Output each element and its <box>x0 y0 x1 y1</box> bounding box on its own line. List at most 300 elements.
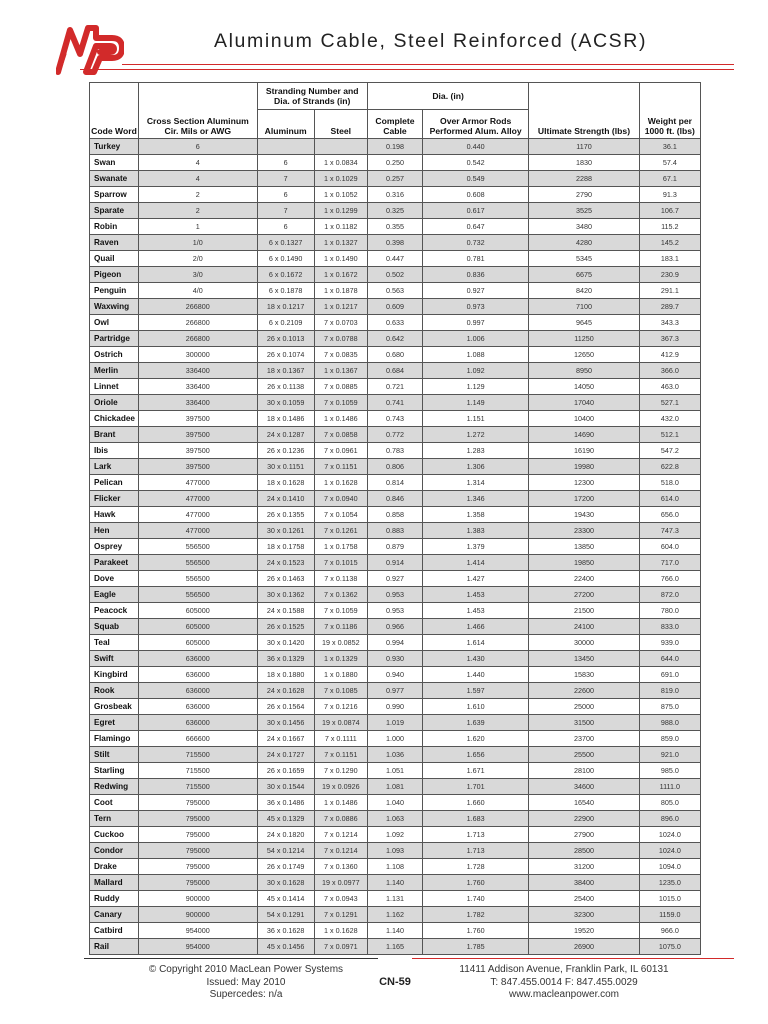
cell-aluminum-stranding: 6 x 0.1327 <box>257 235 314 251</box>
table-row <box>90 331 701 347</box>
cell-over-armor-dia: 1.314 <box>423 475 529 491</box>
header-code-word: Code Word <box>90 83 139 139</box>
cell-steel-stranding: 19 x 0.0874 <box>314 715 367 731</box>
cell-cross-section: 666600 <box>139 731 258 747</box>
cell-complete-cable-dia: 0.398 <box>367 235 422 251</box>
cell-over-armor-dia: 1.430 <box>423 651 529 667</box>
cell-steel-stranding: 7 x 0.0703 <box>314 315 367 331</box>
cell-weight: 921.0 <box>639 747 700 763</box>
table-row <box>90 715 701 731</box>
cell-code-word: Stilt <box>90 747 139 763</box>
table-row <box>90 539 701 555</box>
cell-over-armor-dia: 1.379 <box>423 539 529 555</box>
cell-code-word: Canary <box>90 907 139 923</box>
cell-weight: 518.0 <box>639 475 700 491</box>
cell-weight: 985.0 <box>639 763 700 779</box>
cell-cross-section: 6 <box>139 139 258 155</box>
cell-complete-cable-dia: 1.108 <box>367 859 422 875</box>
cell-aluminum-stranding: 6 x 0.1878 <box>257 283 314 299</box>
cell-over-armor-dia: 1.129 <box>423 379 529 395</box>
cell-ultimate-strength: 32300 <box>529 907 639 923</box>
cell-ultimate-strength: 13850 <box>529 539 639 555</box>
cell-weight: 512.1 <box>639 427 700 443</box>
cell-steel-stranding: 7 x 0.0886 <box>314 811 367 827</box>
cell-ultimate-strength: 25500 <box>529 747 639 763</box>
cell-complete-cable-dia: 1.092 <box>367 827 422 843</box>
table-row <box>90 747 701 763</box>
cell-steel-stranding: 7 x 0.1085 <box>314 683 367 699</box>
cell-aluminum-stranding: 18 x 0.1367 <box>257 363 314 379</box>
cell-aluminum-stranding: 26 x 0.1355 <box>257 507 314 523</box>
table-row <box>90 203 701 219</box>
cell-weight: 780.0 <box>639 603 700 619</box>
cell-weight: 656.0 <box>639 507 700 523</box>
cell-cross-section: 605000 <box>139 635 258 651</box>
cell-ultimate-strength: 27900 <box>529 827 639 843</box>
table-row <box>90 939 701 955</box>
cell-cross-section: 605000 <box>139 619 258 635</box>
cell-aluminum-stranding: 26 x 0.1236 <box>257 443 314 459</box>
cell-complete-cable-dia: 0.257 <box>367 171 422 187</box>
cell-complete-cable-dia: 0.977 <box>367 683 422 699</box>
cell-steel-stranding: 7 x 0.1216 <box>314 699 367 715</box>
cell-steel-stranding: 7 x 0.1059 <box>314 395 367 411</box>
cell-aluminum-stranding: 24 x 0.1820 <box>257 827 314 843</box>
cell-complete-cable-dia: 0.684 <box>367 363 422 379</box>
cell-steel-stranding: 1 x 0.1486 <box>314 795 367 811</box>
cell-cross-section: 636000 <box>139 699 258 715</box>
table-row <box>90 907 701 923</box>
cell-over-armor-dia: 0.836 <box>423 267 529 283</box>
cell-aluminum-stranding: 24 x 0.1628 <box>257 683 314 699</box>
cell-over-armor-dia: 1.414 <box>423 555 529 571</box>
cell-weight: 367.3 <box>639 331 700 347</box>
cell-cross-section: 266800 <box>139 331 258 347</box>
cell-steel-stranding: 7 x 0.0943 <box>314 891 367 907</box>
cell-ultimate-strength: 22400 <box>529 571 639 587</box>
cell-code-word: Sparrow <box>90 187 139 203</box>
cell-steel-stranding: 7 x 0.0835 <box>314 347 367 363</box>
cell-complete-cable-dia: 0.502 <box>367 267 422 283</box>
cell-code-word: Rail <box>90 939 139 955</box>
cell-ultimate-strength: 3480 <box>529 219 639 235</box>
cell-ultimate-strength: 21500 <box>529 603 639 619</box>
cell-over-armor-dia: 1.782 <box>423 907 529 923</box>
cell-cross-section: 900000 <box>139 907 258 923</box>
cell-aluminum-stranding: 26 x 0.1013 <box>257 331 314 347</box>
cell-cross-section: 795000 <box>139 811 258 827</box>
cell-over-armor-dia: 1.713 <box>423 843 529 859</box>
cell-code-word: Condor <box>90 843 139 859</box>
table-row <box>90 875 701 891</box>
cell-aluminum-stranding: 26 x 0.1138 <box>257 379 314 395</box>
cell-code-word: Merlin <box>90 363 139 379</box>
acsr-table <box>89 82 701 955</box>
cell-complete-cable-dia: 1.051 <box>367 763 422 779</box>
cell-complete-cable-dia: 0.250 <box>367 155 422 171</box>
cell-over-armor-dia: 0.732 <box>423 235 529 251</box>
cell-cross-section: 4 <box>139 155 258 171</box>
cell-over-armor-dia: 0.647 <box>423 219 529 235</box>
cell-weight: 859.0 <box>639 731 700 747</box>
cell-over-armor-dia: 1.683 <box>423 811 529 827</box>
cell-code-word: Lark <box>90 459 139 475</box>
table-row <box>90 811 701 827</box>
cell-aluminum-stranding: 18 x 0.1217 <box>257 299 314 315</box>
table-row <box>90 635 701 651</box>
cell-steel-stranding: 7 x 0.1151 <box>314 459 367 475</box>
cell-steel-stranding: 7 x 0.0885 <box>314 379 367 395</box>
cell-aluminum-stranding: 24 x 0.1667 <box>257 731 314 747</box>
cell-over-armor-dia: 0.927 <box>423 283 529 299</box>
cell-aluminum-stranding: 6 <box>257 155 314 171</box>
cell-weight: 1075.0 <box>639 939 700 955</box>
table-row <box>90 171 701 187</box>
cell-complete-cable-dia: 0.447 <box>367 251 422 267</box>
cell-aluminum-stranding: 18 x 0.1880 <box>257 667 314 683</box>
cell-code-word: Eagle <box>90 587 139 603</box>
cell-steel-stranding: 7 x 0.1214 <box>314 827 367 843</box>
cell-cross-section: 715500 <box>139 763 258 779</box>
cell-cross-section: 397500 <box>139 443 258 459</box>
table-row <box>90 251 701 267</box>
cell-cross-section: 336400 <box>139 379 258 395</box>
cell-code-word: Coot <box>90 795 139 811</box>
table-row <box>90 507 701 523</box>
cell-complete-cable-dia: 0.325 <box>367 203 422 219</box>
cell-over-armor-dia: 1.614 <box>423 635 529 651</box>
cell-over-armor-dia: 1.358 <box>423 507 529 523</box>
cell-complete-cable-dia: 0.609 <box>367 299 422 315</box>
cell-weight: 614.0 <box>639 491 700 507</box>
cell-code-word: Redwing <box>90 779 139 795</box>
cell-over-armor-dia: 0.617 <box>423 203 529 219</box>
cell-cross-section: 2 <box>139 187 258 203</box>
cell-ultimate-strength: 17200 <box>529 491 639 507</box>
cell-code-word: Flicker <box>90 491 139 507</box>
cell-cross-section: 715500 <box>139 747 258 763</box>
footer-rule-right <box>412 958 734 959</box>
website-link[interactable]: www.macleanpower.com <box>508 989 620 1000</box>
cell-complete-cable-dia: 0.846 <box>367 491 422 507</box>
cell-weight: 547.2 <box>639 443 700 459</box>
cell-complete-cable-dia: 0.858 <box>367 507 422 523</box>
header-cross-section: Cross Section Aluminum Cir. Mils or AWG <box>139 83 258 139</box>
cell-complete-cable-dia: 0.966 <box>367 619 422 635</box>
cell-steel-stranding: 19 x 0.0977 <box>314 875 367 891</box>
cell-code-word: Swanate <box>90 171 139 187</box>
cell-steel-stranding: 1 x 0.1052 <box>314 187 367 203</box>
cell-over-armor-dia: 1.346 <box>423 491 529 507</box>
cell-cross-section: 900000 <box>139 891 258 907</box>
cell-over-armor-dia: 0.542 <box>423 155 529 171</box>
cell-complete-cable-dia: 0.940 <box>367 667 422 683</box>
cell-steel-stranding: 7 x 0.1261 <box>314 523 367 539</box>
cell-steel-stranding: 7 x 0.1059 <box>314 603 367 619</box>
cell-weight: 1024.0 <box>639 827 700 843</box>
cell-over-armor-dia: 1.453 <box>423 603 529 619</box>
cell-cross-section: 795000 <box>139 875 258 891</box>
cell-steel-stranding: 7 x 0.1111 <box>314 731 367 747</box>
table-row <box>90 443 701 459</box>
cell-code-word: Oriole <box>90 395 139 411</box>
cell-over-armor-dia: 1.740 <box>423 891 529 907</box>
header-stranding: Stranding Number and Dia. of Strands (in) <box>257 83 367 110</box>
cell-ultimate-strength: 22600 <box>529 683 639 699</box>
cell-cross-section: 4/0 <box>139 283 258 299</box>
cell-weight: 766.0 <box>639 571 700 587</box>
cell-code-word: Egret <box>90 715 139 731</box>
cell-code-word: Turkey <box>90 139 139 155</box>
cell-code-word: Squab <box>90 619 139 635</box>
cell-weight: 1159.0 <box>639 907 700 923</box>
cell-weight: 939.0 <box>639 635 700 651</box>
cell-complete-cable-dia: 0.642 <box>367 331 422 347</box>
cell-ultimate-strength: 28500 <box>529 843 639 859</box>
cell-steel-stranding: 1 x 0.1628 <box>314 923 367 939</box>
cell-over-armor-dia: 1.149 <box>423 395 529 411</box>
cell-weight: 1235.0 <box>639 875 700 891</box>
cell-ultimate-strength: 14690 <box>529 427 639 443</box>
address-text: 11411 Addison Avenue, Franklin Park, IL 60131 <box>459 964 669 975</box>
cell-steel-stranding: 7 x 0.0858 <box>314 427 367 443</box>
cell-aluminum-stranding <box>257 139 314 155</box>
cell-complete-cable-dia: 0.741 <box>367 395 422 411</box>
cell-ultimate-strength: 16190 <box>529 443 639 459</box>
table-body <box>90 139 701 955</box>
cell-over-armor-dia: 0.781 <box>423 251 529 267</box>
cell-ultimate-strength: 12300 <box>529 475 639 491</box>
table-row <box>90 411 701 427</box>
cell-complete-cable-dia: 1.093 <box>367 843 422 859</box>
cell-cross-section: 397500 <box>139 411 258 427</box>
cell-complete-cable-dia: 1.140 <box>367 923 422 939</box>
cell-over-armor-dia: 1.713 <box>423 827 529 843</box>
cell-code-word: Teal <box>90 635 139 651</box>
footer-right <box>434 964 694 1002</box>
cell-weight: 527.1 <box>639 395 700 411</box>
cell-weight: 115.2 <box>639 219 700 235</box>
table-row <box>90 523 701 539</box>
cell-aluminum-stranding: 26 x 0.1463 <box>257 571 314 587</box>
cell-code-word: Rook <box>90 683 139 699</box>
cell-aluminum-stranding: 18 x 0.1486 <box>257 411 314 427</box>
cell-ultimate-strength: 31500 <box>529 715 639 731</box>
cell-aluminum-stranding: 36 x 0.1329 <box>257 651 314 667</box>
cell-over-armor-dia: 1.639 <box>423 715 529 731</box>
cell-complete-cable-dia: 1.081 <box>367 779 422 795</box>
cell-over-armor-dia: 1.283 <box>423 443 529 459</box>
cell-complete-cable-dia: 0.680 <box>367 347 422 363</box>
cell-ultimate-strength: 7100 <box>529 299 639 315</box>
cell-over-armor-dia: 1.760 <box>423 923 529 939</box>
cell-steel-stranding: 19 x 0.0852 <box>314 635 367 651</box>
cell-complete-cable-dia: 0.743 <box>367 411 422 427</box>
table-row <box>90 779 701 795</box>
table-row <box>90 475 701 491</box>
footer-rule-left <box>84 958 378 959</box>
cell-cross-section: 2 <box>139 203 258 219</box>
cell-code-word: Tern <box>90 811 139 827</box>
cell-cross-section: 954000 <box>139 939 258 955</box>
cell-over-armor-dia: 0.549 <box>423 171 529 187</box>
table-row <box>90 235 701 251</box>
cell-steel-stranding: 7 x 0.0961 <box>314 443 367 459</box>
cell-aluminum-stranding: 26 x 0.1525 <box>257 619 314 635</box>
cell-ultimate-strength: 5345 <box>529 251 639 267</box>
cell-over-armor-dia: 1.092 <box>423 363 529 379</box>
cell-over-armor-dia: 0.973 <box>423 299 529 315</box>
cell-weight: 57.4 <box>639 155 700 171</box>
page-title: Aluminum Cable, Steel Reinforced (ACSR) <box>214 30 648 52</box>
cell-complete-cable-dia: 1.165 <box>367 939 422 955</box>
cell-code-word: Pelican <box>90 475 139 491</box>
cell-code-word: Hen <box>90 523 139 539</box>
cell-over-armor-dia: 0.608 <box>423 187 529 203</box>
cell-aluminum-stranding: 30 x 0.1362 <box>257 587 314 603</box>
cell-ultimate-strength: 12650 <box>529 347 639 363</box>
cell-cross-section: 477000 <box>139 507 258 523</box>
cell-code-word: Drake <box>90 859 139 875</box>
cell-complete-cable-dia: 0.721 <box>367 379 422 395</box>
header-weight: Weight per 1000 ft. (lbs) <box>639 83 700 139</box>
cell-steel-stranding: 1 x 0.1758 <box>314 539 367 555</box>
cell-steel-stranding: 1 x 0.1486 <box>314 411 367 427</box>
cell-over-armor-dia: 1.701 <box>423 779 529 795</box>
cell-weight: 289.7 <box>639 299 700 315</box>
cell-complete-cable-dia: 0.563 <box>367 283 422 299</box>
cell-ultimate-strength: 26900 <box>529 939 639 955</box>
cell-aluminum-stranding: 6 x 0.1672 <box>257 267 314 283</box>
phone-text: T: 847.455.0014 F: 847.455.0029 <box>490 976 638 988</box>
cell-complete-cable-dia: 1.036 <box>367 747 422 763</box>
cell-over-armor-dia: 1.151 <box>423 411 529 427</box>
cell-weight: 604.0 <box>639 539 700 555</box>
cell-complete-cable-dia: 0.994 <box>367 635 422 651</box>
cell-aluminum-stranding: 54 x 0.1214 <box>257 843 314 859</box>
cell-cross-section: 636000 <box>139 651 258 667</box>
cell-code-word: Sparate <box>90 203 139 219</box>
cell-steel-stranding: 7 x 0.0971 <box>314 939 367 955</box>
cell-complete-cable-dia: 0.772 <box>367 427 422 443</box>
cell-code-word: Starling <box>90 763 139 779</box>
table-row <box>90 299 701 315</box>
table-row <box>90 699 701 715</box>
cell-complete-cable-dia: 0.316 <box>367 187 422 203</box>
cell-code-word: Waxwing <box>90 299 139 315</box>
cell-cross-section: 1/0 <box>139 235 258 251</box>
cell-weight: 872.0 <box>639 587 700 603</box>
cell-steel-stranding <box>314 139 367 155</box>
cell-over-armor-dia: 1.785 <box>423 939 529 955</box>
cell-complete-cable-dia: 1.040 <box>367 795 422 811</box>
cell-over-armor-dia: 1.671 <box>423 763 529 779</box>
cell-code-word: Raven <box>90 235 139 251</box>
table-row <box>90 603 701 619</box>
table-row <box>90 459 701 475</box>
cell-cross-section: 266800 <box>139 299 258 315</box>
cell-weight: 366.0 <box>639 363 700 379</box>
cell-code-word: Grosbeak <box>90 699 139 715</box>
cell-ultimate-strength: 17040 <box>529 395 639 411</box>
cell-complete-cable-dia: 1.140 <box>367 875 422 891</box>
table-row <box>90 891 701 907</box>
cell-steel-stranding: 1 x 0.1367 <box>314 363 367 379</box>
cell-ultimate-strength: 24100 <box>529 619 639 635</box>
cell-ultimate-strength: 19850 <box>529 555 639 571</box>
cell-aluminum-stranding: 30 x 0.1261 <box>257 523 314 539</box>
cell-aluminum-stranding: 7 <box>257 203 314 219</box>
cell-cross-section: 300000 <box>139 347 258 363</box>
cell-weight: 622.8 <box>639 459 700 475</box>
cell-weight: 432.0 <box>639 411 700 427</box>
cell-ultimate-strength: 3525 <box>529 203 639 219</box>
cell-ultimate-strength: 23300 <box>529 523 639 539</box>
cell-weight: 291.1 <box>639 283 700 299</box>
cell-weight: 145.2 <box>639 235 700 251</box>
cell-steel-stranding: 1 x 0.1029 <box>314 171 367 187</box>
cell-weight: 644.0 <box>639 651 700 667</box>
cell-weight: 875.0 <box>639 699 700 715</box>
table-row <box>90 571 701 587</box>
cell-code-word: Swan <box>90 155 139 171</box>
cell-ultimate-strength: 16540 <box>529 795 639 811</box>
cell-code-word: Brant <box>90 427 139 443</box>
table-row <box>90 827 701 843</box>
cell-aluminum-stranding: 30 x 0.1456 <box>257 715 314 731</box>
cell-steel-stranding: 19 x 0.0926 <box>314 779 367 795</box>
cell-ultimate-strength: 27200 <box>529 587 639 603</box>
table-row <box>90 395 701 411</box>
cell-over-armor-dia: 1.383 <box>423 523 529 539</box>
table-row <box>90 315 701 331</box>
cell-cross-section: 636000 <box>139 667 258 683</box>
cell-cross-section: 336400 <box>139 395 258 411</box>
cell-complete-cable-dia: 1.063 <box>367 811 422 827</box>
cell-weight: 36.1 <box>639 139 700 155</box>
cell-aluminum-stranding: 26 x 0.1659 <box>257 763 314 779</box>
table-row <box>90 763 701 779</box>
cell-code-word: Quail <box>90 251 139 267</box>
cell-aluminum-stranding: 45 x 0.1414 <box>257 891 314 907</box>
cell-cross-section: 4 <box>139 171 258 187</box>
cell-over-armor-dia: 1.453 <box>423 587 529 603</box>
table-row <box>90 347 701 363</box>
cell-aluminum-stranding: 18 x 0.1758 <box>257 539 314 555</box>
cell-cross-section: 795000 <box>139 795 258 811</box>
table-row <box>90 859 701 875</box>
cell-weight: 717.0 <box>639 555 700 571</box>
table-row <box>90 187 701 203</box>
cell-steel-stranding: 1 x 0.1672 <box>314 267 367 283</box>
cell-aluminum-stranding: 24 x 0.1588 <box>257 603 314 619</box>
cell-cross-section: 266800 <box>139 315 258 331</box>
cell-code-word: Dove <box>90 571 139 587</box>
cell-code-word: Ruddy <box>90 891 139 907</box>
cell-cross-section: 2/0 <box>139 251 258 267</box>
cell-steel-stranding: 7 x 0.1151 <box>314 747 367 763</box>
cell-complete-cable-dia: 0.879 <box>367 539 422 555</box>
cell-code-word: Parakeet <box>90 555 139 571</box>
cell-code-word: Linnet <box>90 379 139 395</box>
cell-steel-stranding: 7 x 0.1054 <box>314 507 367 523</box>
cell-weight: 106.7 <box>639 203 700 219</box>
cell-over-armor-dia: 1.272 <box>423 427 529 443</box>
cell-steel-stranding: 1 x 0.1628 <box>314 475 367 491</box>
cell-over-armor-dia: 1.728 <box>423 859 529 875</box>
table-row <box>90 363 701 379</box>
cell-steel-stranding: 7 x 0.1360 <box>314 859 367 875</box>
